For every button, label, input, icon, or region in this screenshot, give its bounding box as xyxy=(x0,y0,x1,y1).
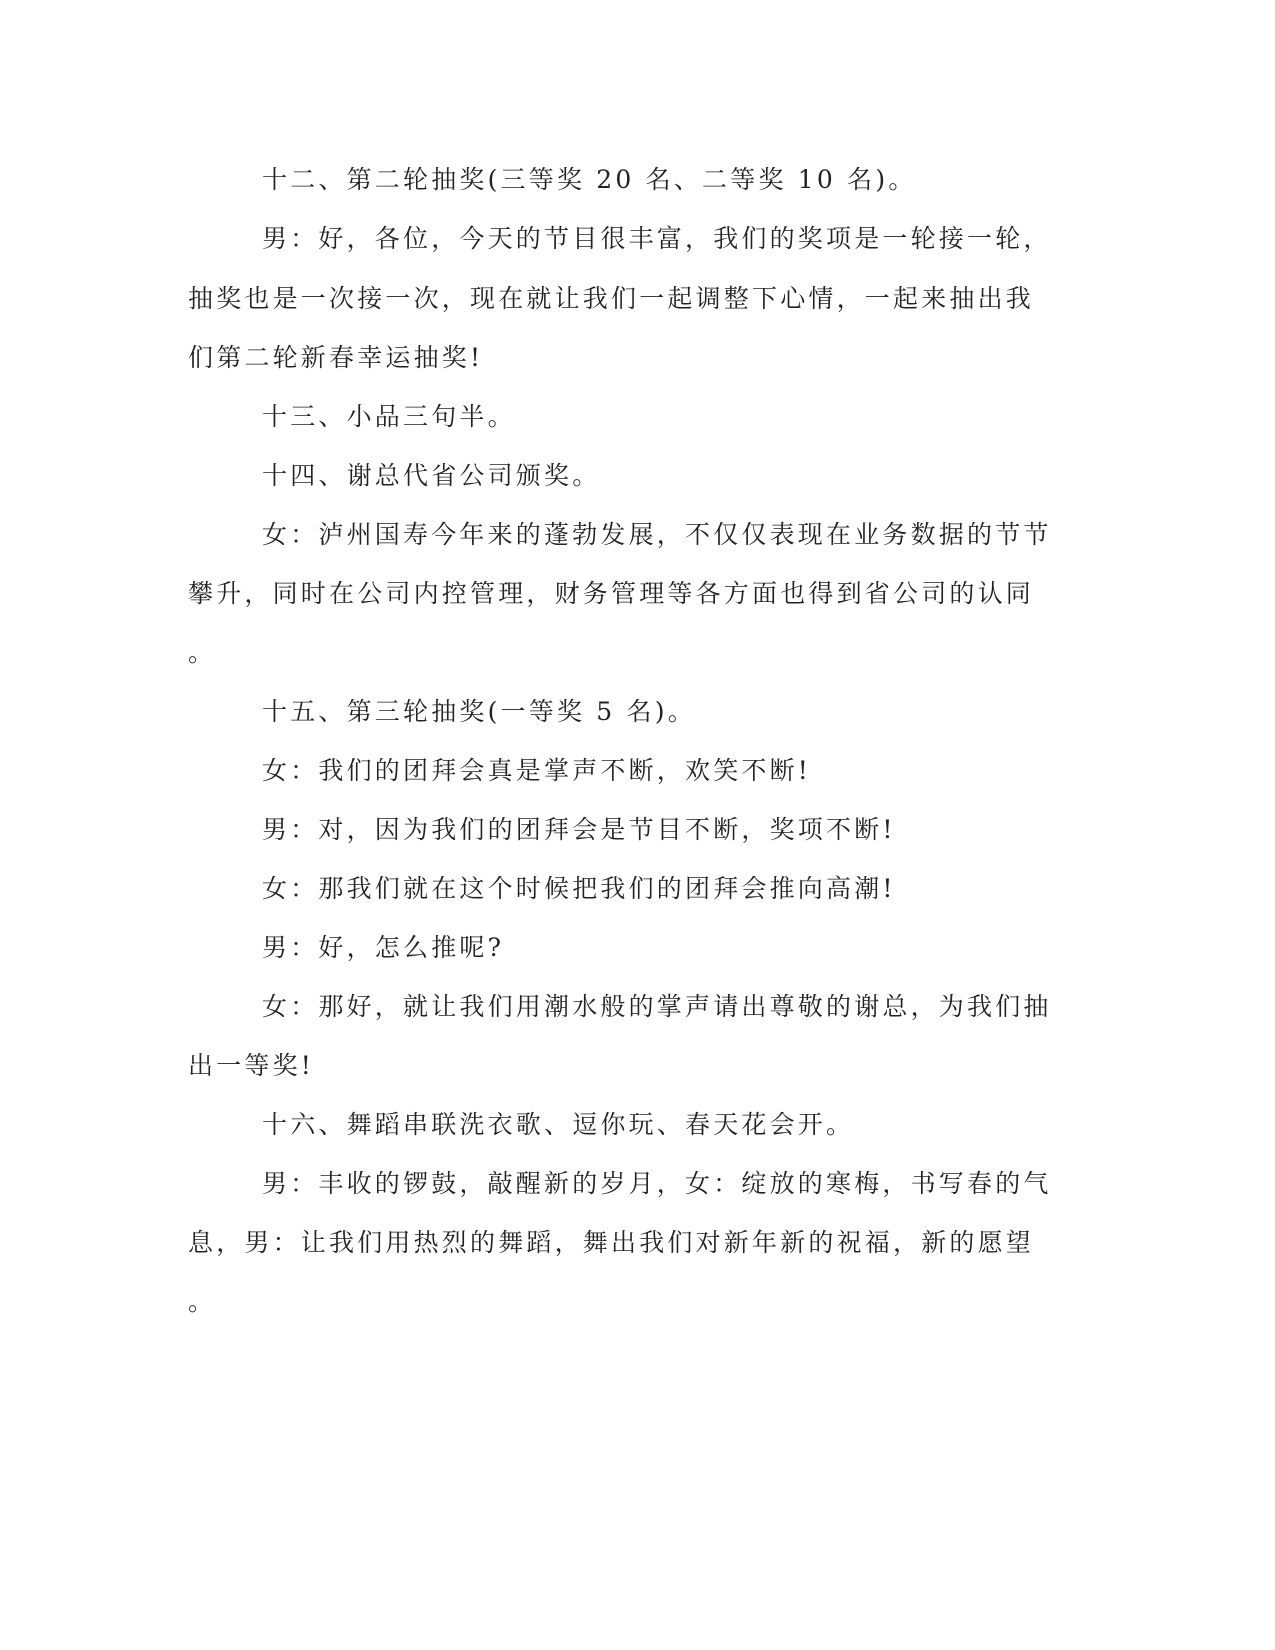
paragraph-line: 女：泸州国寿今年来的蓬勃发展，不仅仅表现在业务数据的节节 xyxy=(262,520,1052,549)
paragraph-line: 男：对，因为我们的团拜会是节目不断，奖项不断! xyxy=(262,815,896,844)
paragraph-line: 。 xyxy=(188,1287,217,1316)
paragraph-line: 出一等奖! xyxy=(188,1051,315,1080)
paragraph-line: 男：丰收的锣鼓，敲醒新的岁月，女：绽放的寒梅，书写春的气 xyxy=(262,1169,1052,1198)
section-heading-16: 十六、舞蹈串联洗衣歌、逗你玩、春天花会开。 xyxy=(262,1110,855,1139)
paragraph-line: 男：好，各位，今天的节目很丰富，我们的奖项是一轮接一轮， xyxy=(262,224,1052,253)
paragraph-line: 抽奖也是一次接一次，现在就让我们一起调整下心情，一起来抽出我 xyxy=(188,284,1035,313)
paragraph-line: 女：那我们就在这个时候把我们的团拜会推向高潮! xyxy=(262,874,896,903)
paragraph-line: 们第二轮新春幸运抽奖! xyxy=(188,343,484,372)
section-heading-13: 十三、小品三句半。 xyxy=(262,402,516,431)
paragraph-line: 息，男：让我们用热烈的舞蹈，舞出我们对新年新的祝福，新的愿望 xyxy=(188,1228,1035,1257)
paragraph-line: 女：我们的团拜会真是掌声不断，欢笑不断! xyxy=(262,756,812,785)
paragraph-line: 。 xyxy=(188,638,217,667)
paragraph-line: 男：好，怎么推呢? xyxy=(262,933,505,962)
paragraph-line: 女：那好，就让我们用潮水般的掌声请出尊敬的谢总，为我们抽 xyxy=(262,992,1052,1021)
section-heading-12: 十二、第二轮抽奖(三等奖 20 名、二等奖 10 名)。 xyxy=(262,165,917,194)
section-heading-15: 十五、第三轮抽奖(一等奖 5 名)。 xyxy=(262,697,696,726)
paragraph-line: 攀升，同时在公司内控管理，财务管理等各方面也得到省公司的认同 xyxy=(188,579,1035,608)
section-heading-14: 十四、谢总代省公司颁奖。 xyxy=(262,461,601,490)
